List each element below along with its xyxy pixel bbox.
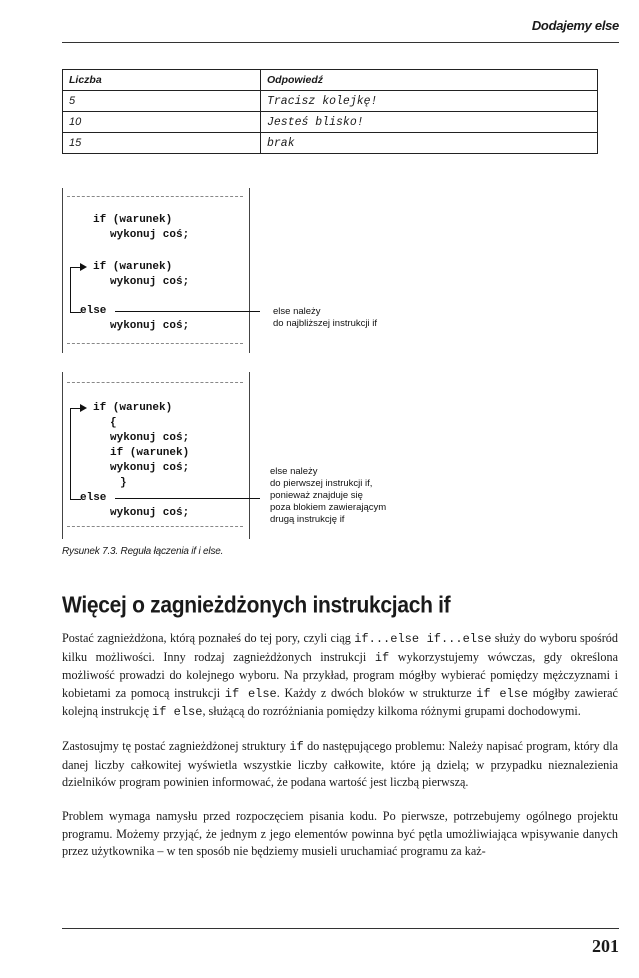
table-cell-number: 5: [63, 91, 261, 112]
dashed-border-top: [67, 196, 243, 197]
code-line: if (warunek): [93, 214, 173, 226]
diagram-note: [270, 466, 386, 526]
table-row: [63, 91, 598, 112]
answer-table: [62, 69, 598, 154]
code-line: wykonuj coś;: [110, 276, 190, 288]
note-line: else należy: [270, 466, 318, 477]
table-cell-answer: Tracisz kolejkę!: [261, 91, 598, 112]
table-cell-answer: Jesteś blisko!: [261, 112, 598, 133]
note-line: do pierwszej instrukcji if,: [270, 478, 373, 489]
section-heading: Więcej o zagnieżdżonych instrukcjach if: [62, 593, 451, 618]
code-line: wykonuj coś;: [110, 432, 190, 444]
note-line: drugą instrukcję if: [270, 514, 345, 525]
code-line: else: [80, 492, 107, 504]
code-line: wykonuj coś;: [110, 462, 190, 474]
note-line: else należy: [273, 306, 321, 317]
paragraph-1: Postać zagnieżdżona, którą poznałeś do tej pory, czyli ciąg if...else if...else służy do wyboru spośród kilku możliwości. Inny rodzaj zagnieżdżonych instrukcji if wykorzystujemy wówczas, gdy określona możliwość prowadzi do kolejnego wyboru. Na przykład, program mógłby wybierać pomiędzy mężczyznami i kobietami za pomocą instrukcji if else. Każdy z dwóch bloków w strukturze if else mógłby zawierać kolejną instrukcję if else, służącą do rozróżniania pomiędzy kilkoma różnymi grupami dochodowymi.: [62, 631, 618, 719]
table-cell-number: 15: [63, 133, 261, 154]
table-cell-answer: brak: [261, 133, 598, 154]
note-line: ponieważ znajduje się: [270, 490, 363, 501]
code-line: }: [120, 477, 127, 489]
code-line: wykonuj coś;: [110, 229, 190, 241]
arrow-head-icon: [80, 404, 87, 412]
arrow-head-icon: [80, 263, 87, 271]
table-header-row: [63, 70, 598, 91]
code-line: {: [110, 417, 117, 429]
code-line: wykonuj coś;: [110, 507, 190, 519]
dashed-border-bottom: [67, 526, 243, 527]
pairing-bracket: [70, 408, 81, 500]
note-line: do najbliższej instrukcji if: [273, 318, 378, 329]
note-line: poza blokiem zawierającym: [270, 502, 387, 513]
pairing-bracket: [70, 267, 81, 313]
code-line: wykonuj coś;: [110, 320, 190, 332]
dashed-border-top: [67, 382, 243, 383]
pointer-line: [115, 311, 260, 312]
figure-caption: Rysunek 7.3. Reguła łączenia if i else.: [62, 546, 224, 557]
table-cell-number: 10: [63, 112, 261, 133]
code-line: if (warunek): [110, 447, 190, 459]
dashed-border-bottom: [67, 343, 243, 344]
column-header-liczba: Liczba: [63, 70, 261, 91]
footer-rule: [62, 928, 619, 929]
paragraph-2: Zastosujmy tę postać zagnieżdżonej struktury if do następującego problemu: Należy napisać program, który dla danej liczby całkowitej wyświetla wszystkie liczby całkowite, które ją dzielą; w przypadku nieznalezienia dzielników program powinien informować, że podana wartość jest liczbą pierwszą.: [62, 739, 618, 789]
header-rule: [62, 42, 619, 43]
column-header-odpowiedz: Odpowiedź: [261, 70, 598, 91]
table-row: [63, 112, 598, 133]
code-line: if (warunek): [93, 402, 173, 414]
code-line: if (warunek): [93, 261, 173, 273]
diagram-note: [273, 306, 377, 330]
table-row: [63, 133, 598, 154]
pointer-line: [115, 498, 260, 499]
header-title: Dodajemy else: [531, 18, 619, 33]
paragraph-3: Problem wymaga namysłu przed rozpoczęciem pisania kodu. Po pierwsze, potrzebujemy ogólnego projektu programu. Możemy przyjąć, że jednym z jego elementów powinna być pętla umożliwiająca wpisywanie danych przez użytkownika – w ten sposób nie będziemy musieli uruchamiać programu za każ-: [62, 809, 618, 858]
code-line: else: [80, 305, 107, 317]
page-number: 201: [592, 936, 619, 956]
